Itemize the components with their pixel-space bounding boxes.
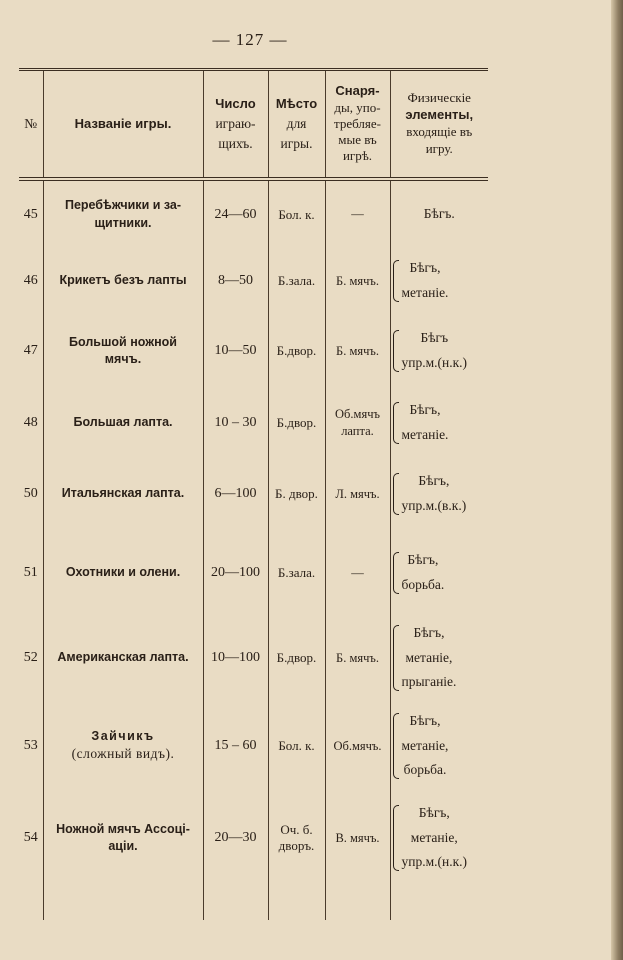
row-num: 46: [23, 273, 38, 288]
game-equipment: —: [325, 530, 390, 616]
game-equipment: Об.мячъ.: [325, 700, 390, 792]
header-equipment: Снаря- ды, упо- требляе- мые въ игрѣ.: [325, 70, 390, 180]
game-place: Бол. к.: [268, 179, 325, 248]
game-name: Перебѣжчики и за- щитники.: [43, 179, 203, 248]
brace-icon: [393, 402, 399, 444]
game-place: Б.двор.: [268, 388, 325, 458]
brace-icon: [393, 330, 399, 372]
game-equipment: Б. мячъ.: [325, 314, 390, 388]
table-row: [19, 700, 488, 792]
physical-elements: Бѣгъ упр.м.(н.к.): [390, 314, 488, 388]
physical-elements: Бѣгъ, упр.м.(в.к.): [390, 458, 488, 530]
physical-elements: Бѣгъ, метаніе, упр.м.(н.к.): [390, 792, 488, 884]
row-num: 45: [23, 206, 38, 222]
physical-elements: Бѣгъ.: [390, 179, 488, 248]
physical-elements: Бѣгъ, метаніе.: [390, 248, 488, 314]
game-place: Б. двор.: [268, 458, 325, 530]
table-row: [19, 792, 488, 884]
game-place: Б.зала.: [268, 248, 325, 314]
brace-icon: [393, 713, 399, 780]
table-row: [19, 458, 488, 530]
physical-elements: Бѣгъ, борьба.: [390, 530, 488, 616]
table-row: [19, 314, 488, 388]
game-equipment: Б. мячъ.: [325, 248, 390, 314]
header-row: [19, 70, 488, 180]
header-elements: Физическіе элементы, входящіе въ игру.: [390, 70, 488, 180]
row-num: 50: [23, 486, 38, 501]
game-name: Охотники и олени.: [43, 530, 203, 616]
physical-elements: Бѣгъ, метаніе, прыганіе.: [390, 616, 488, 700]
row-num: 54: [23, 830, 38, 845]
header-name: Названіе игры.: [43, 70, 203, 180]
page-number: — 127 —: [212, 30, 288, 49]
row-num: 52: [23, 650, 38, 665]
game-place: Б.двор.: [268, 616, 325, 700]
table-row: [19, 179, 488, 248]
game-name: Зайчикъ (сложный видъ).: [43, 700, 203, 792]
table-row: [19, 248, 488, 314]
game-equipment: Об.мячъ лапта.: [325, 388, 390, 458]
player-count: 8—50: [203, 248, 268, 314]
game-name: Ножной мячъ Ассоці- аціи.: [43, 792, 203, 884]
player-count: 10 – 30: [203, 388, 268, 458]
physical-elements: Бѣгъ, метаніе, борьба.: [390, 700, 488, 792]
player-count: 24—60: [203, 179, 268, 248]
games-table: [19, 68, 488, 920]
table-row: [19, 530, 488, 616]
game-equipment: Л. мячъ.: [325, 458, 390, 530]
game-equipment: —: [325, 179, 390, 248]
row-num: 51: [23, 565, 38, 580]
brace-icon: [393, 625, 399, 692]
header-num: №: [19, 70, 43, 180]
game-name: Крикетъ безъ лапты: [43, 248, 203, 314]
game-place: Оч. б. дворъ.: [268, 792, 325, 884]
player-count: 15 – 60: [203, 700, 268, 792]
game-name: Большая лапта.: [43, 388, 203, 458]
table-bottom-row: [19, 884, 488, 920]
game-place: Б.зала.: [268, 530, 325, 616]
game-place: Б.двор.: [268, 314, 325, 388]
player-count: 20—30: [203, 792, 268, 884]
table-row: [19, 388, 488, 458]
page-edge: [611, 0, 623, 960]
game-equipment: В. мячъ.: [325, 792, 390, 884]
header-count: Число играю- щихъ.: [203, 70, 268, 180]
game-equipment: Б. мячъ.: [325, 616, 390, 700]
row-num: 47: [23, 343, 38, 358]
brace-icon: [393, 805, 399, 872]
brace-icon: [393, 552, 399, 594]
table-row: [19, 616, 488, 700]
game-name: Американская лапта.: [43, 616, 203, 700]
game-name: Итальянская лапта.: [43, 458, 203, 530]
header-place: Мѣсто для игры.: [268, 70, 325, 180]
physical-elements: Бѣгъ, метаніе.: [390, 388, 488, 458]
brace-icon: [393, 260, 399, 302]
game-name: Большой ножной мячъ.: [43, 314, 203, 388]
player-count: 10—100: [203, 616, 268, 700]
player-count: 20—100: [203, 530, 268, 616]
game-place: Бол. к.: [268, 700, 325, 792]
brace-icon: [393, 473, 399, 515]
player-count: 6—100: [203, 458, 268, 530]
player-count: 10—50: [203, 314, 268, 388]
row-num: 48: [23, 415, 38, 430]
row-num: 53: [23, 738, 38, 753]
